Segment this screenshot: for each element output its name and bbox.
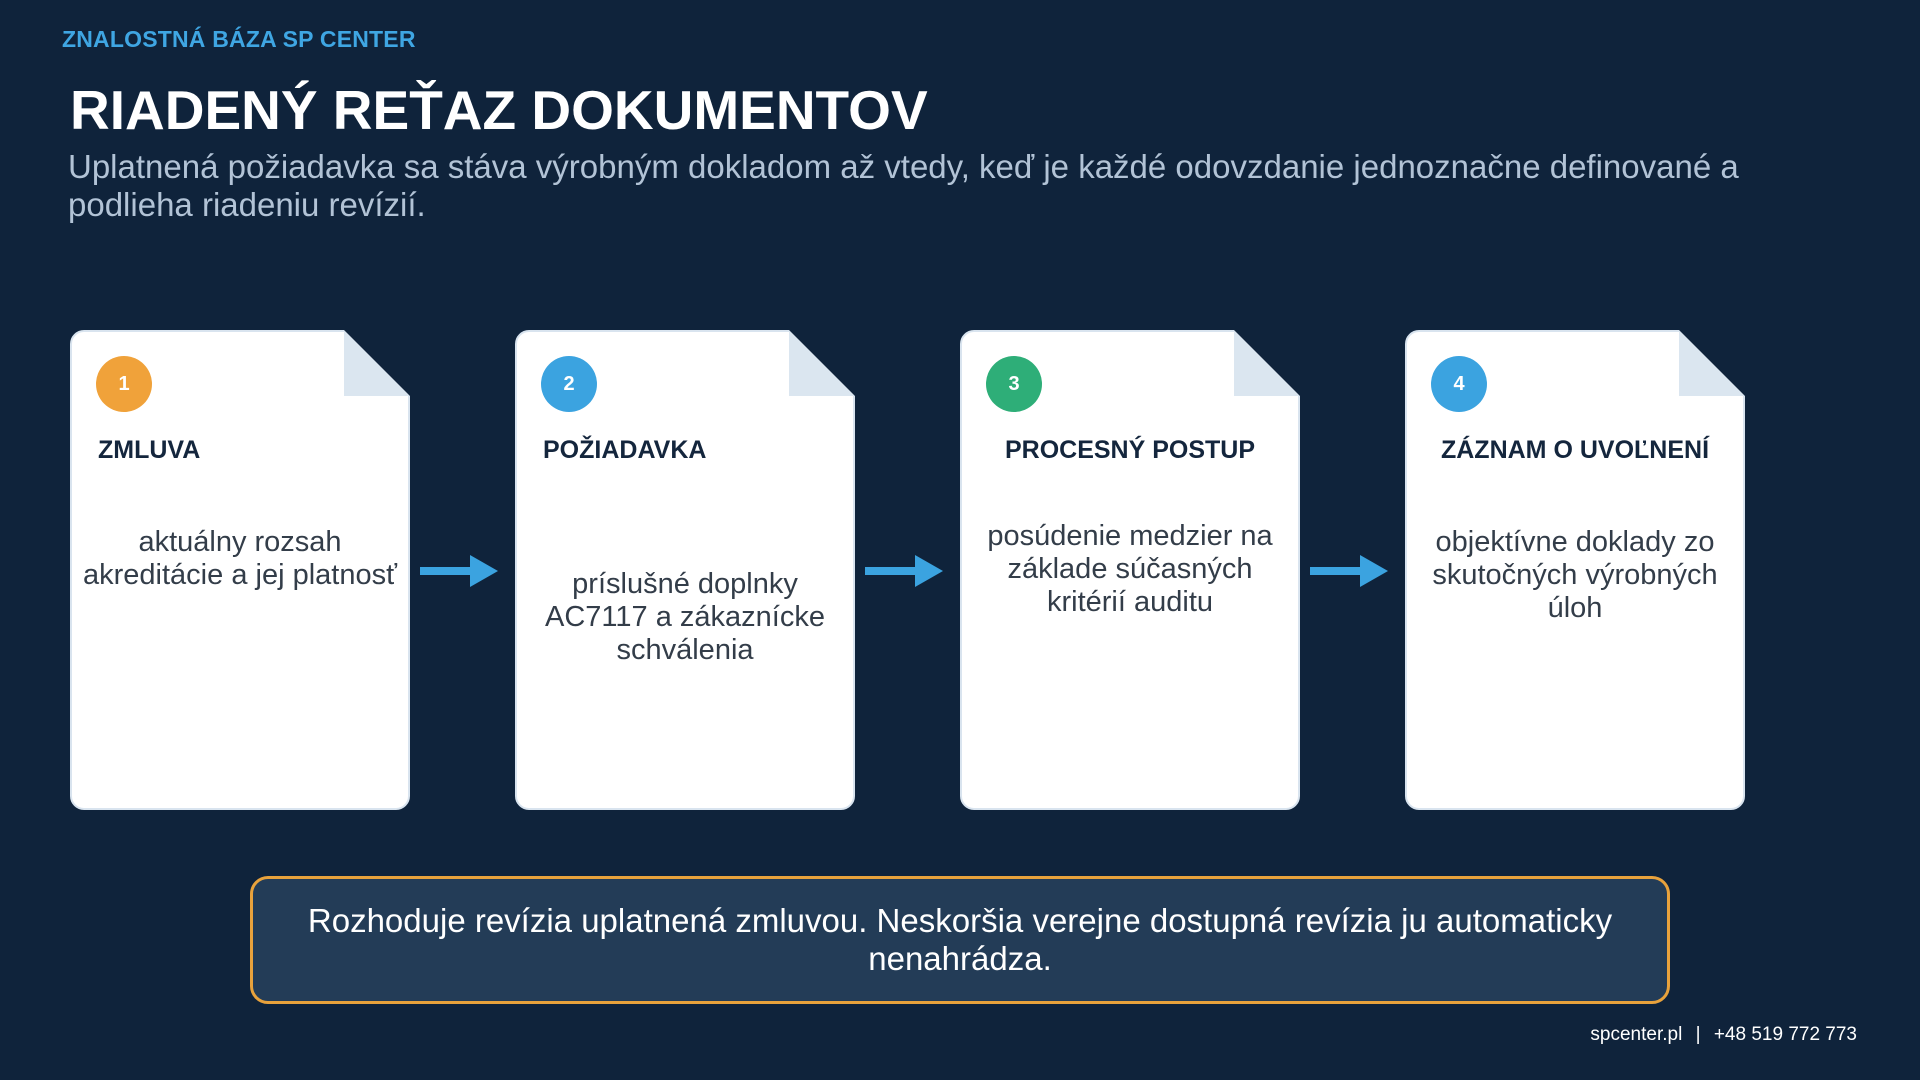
step-card-requirement [515, 330, 855, 810]
step-card-release-record [1405, 330, 1745, 810]
footer-contact [1590, 1024, 1857, 1046]
footer-separator: | [1695, 1024, 1701, 1045]
step-title: PROCESNÝ POSTUP [1004, 436, 1256, 464]
step-description: aktuálny rozsah akreditácie a jej platnosť [83, 526, 397, 591]
step-card-contract [70, 330, 410, 810]
footer-phone[interactable]: +48 519 772 773 [1713, 1024, 1857, 1045]
revision-note-callout [250, 876, 1670, 1004]
step-card-process-procedure [960, 330, 1300, 810]
page-subtitle: Uplatnená požiadavka sa stáva výrobným dokladom až vtedy, keď je každé odovzdanie jednoznačne definované a podlieha riadeniu revízií. [68, 148, 1739, 223]
step-description: objektívne doklady zo skutočných výrobných úloh [1432, 526, 1718, 624]
page-fold-icon [344, 330, 410, 396]
revision-note-text: Rozhoduje revízia uplatnená zmluvou. Neskoršia verejne dostupná revízia ju automaticky nenahrádza. [307, 902, 1613, 977]
page-fold-icon [1234, 330, 1300, 396]
flow-arrow-icon [420, 553, 500, 589]
step-number-badge: 4 [1431, 356, 1487, 412]
step-title: ZÁZNAM O UVOĽNENÍ [1440, 436, 1710, 464]
step-title: POŽIADAVKA [543, 436, 707, 464]
page-fold-icon [789, 330, 855, 396]
step-description: posúdenie medzier na základe súčasných kritérií auditu [987, 520, 1273, 618]
step-title: ZMLUVA [98, 436, 201, 464]
step-number-badge: 3 [986, 356, 1042, 412]
footer-website-link[interactable]: spcenter.pl [1590, 1024, 1683, 1045]
step-number-badge: 2 [541, 356, 597, 412]
step-description: príslušné doplnky AC7117 a zákaznícke schválenia [545, 568, 825, 666]
step-number-badge: 1 [96, 356, 152, 412]
flow-arrow-icon [1310, 553, 1390, 589]
page-fold-icon [1679, 330, 1745, 396]
page-title: RIADENÝ REŤAZ DOKUMENTOV [70, 79, 928, 141]
flow-arrow-icon [865, 553, 945, 589]
kicker-label: ZNALOSTNÁ BÁZA SP CENTER [62, 26, 416, 52]
